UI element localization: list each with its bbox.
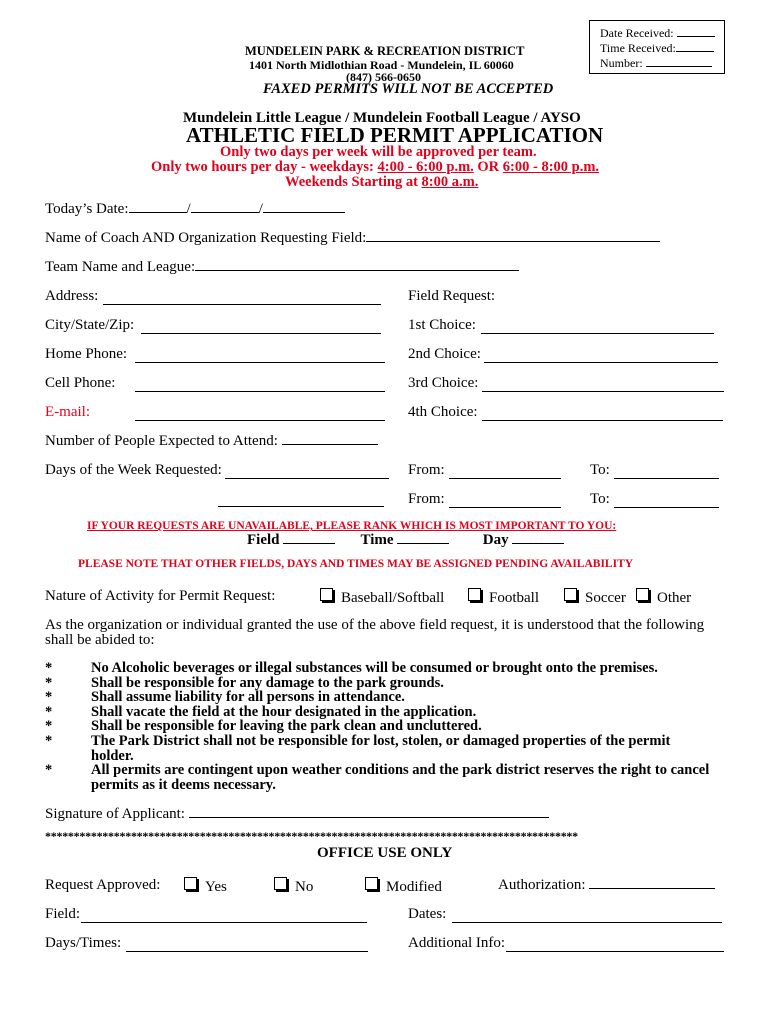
divider: ********************************************************************************************* xyxy=(45,829,578,843)
coach-org-row xyxy=(45,230,660,247)
cell-phone-label: Cell Phone: xyxy=(45,375,116,391)
rank-time-label: Time xyxy=(360,532,394,548)
signature-row xyxy=(45,806,549,823)
time-received-field[interactable] xyxy=(676,51,714,52)
number-field[interactable] xyxy=(646,66,712,67)
faxed-warning: FAXED PERMITS WILL NOT BE ACCEPTED xyxy=(263,81,554,97)
cell-phone-field[interactable] xyxy=(135,375,385,392)
from-field-2[interactable] xyxy=(449,491,561,508)
ranking-notice: IF YOUR REQUESTS ARE UNAVAILABLE, PLEASE RANK WHICH IS MOST IMPORTANT TO YOU: xyxy=(87,520,617,532)
list-item: * All permits are contingent upon weather conditions and the park district reserves the right to cancel permits as it deems necessary. xyxy=(45,762,710,793)
home-phone-field[interactable] xyxy=(135,346,385,363)
choice3-field[interactable] xyxy=(482,375,724,392)
rule-weekends: Weekends Starting at 8:00 a.m. xyxy=(285,174,479,190)
days-requested-field-1[interactable] xyxy=(225,462,389,479)
authorization-label: Authorization: xyxy=(498,877,586,893)
leagues-line: Mundelein Little League / Mundelein Football League / AYSO xyxy=(183,110,581,126)
rank-day-label: Day xyxy=(482,532,509,548)
rank-field-input[interactable] xyxy=(283,543,335,544)
date-received-label: Date Received: xyxy=(600,26,674,40)
signature-field[interactable] xyxy=(189,817,549,818)
rules-list xyxy=(45,661,711,792)
office-use-title: OFFICE USE ONLY xyxy=(317,845,453,861)
home-phone-label: Home Phone: xyxy=(45,346,128,362)
list-item: * No Alcoholic beverages or illegal substances will be consumed or brought onto the premises. xyxy=(45,660,658,676)
coach-org-field[interactable] xyxy=(366,241,660,242)
checkbox-icon[interactable] xyxy=(320,588,333,601)
checkbox-icon[interactable] xyxy=(274,877,287,890)
rank-time-input[interactable] xyxy=(397,543,449,544)
approved-yes[interactable]: Yes xyxy=(184,877,227,896)
checkbox-icon[interactable] xyxy=(468,588,481,601)
time-received-label: Time Received: xyxy=(600,41,676,55)
pending-note: PLEASE NOTE THAT OTHER FIELDS, DAYS AND TIMES MAY BE ASSIGNED PENDING AVAILABILITY xyxy=(78,558,634,570)
choice3-label: 3rd Choice: xyxy=(408,375,479,391)
office-field-label: Field: xyxy=(45,906,81,922)
todays-date-label: Today’s Date: xyxy=(45,201,129,217)
rule-two-days: Only two days per week will be approved per team. xyxy=(220,144,537,160)
choice4-field[interactable] xyxy=(482,404,723,421)
days-requested-label: Days of the Week Requested: xyxy=(45,462,222,478)
activity-other[interactable]: Other xyxy=(636,588,691,607)
choice4-label: 4th Choice: xyxy=(408,404,478,420)
choice1-label: 1st Choice: xyxy=(408,317,476,333)
city-state-zip-field[interactable] xyxy=(141,317,381,334)
people-expected-field[interactable] xyxy=(282,444,378,445)
activity-football[interactable]: Football xyxy=(468,588,539,607)
number-label: Number: xyxy=(600,56,643,70)
to-label-1: To: xyxy=(590,462,610,478)
list-item: * The Park District shall not be responsible for lost, stolen, or damaged properties of the permit holder. xyxy=(45,732,671,764)
office-dates-label: Dates: xyxy=(408,906,447,922)
choice1-field[interactable] xyxy=(481,317,714,334)
choice2-field[interactable] xyxy=(484,346,718,363)
signature-label: Signature of Applicant: xyxy=(45,806,185,822)
office-days-times-label: Days/Times: xyxy=(45,935,122,951)
org-address: 1401 North Midlothian Road - Mundelein, IL 60060 xyxy=(249,58,514,72)
to-label-2: To: xyxy=(590,491,610,507)
days-requested-field-2[interactable] xyxy=(218,490,384,507)
from-label-1: From: xyxy=(408,462,445,478)
from-field-1[interactable] xyxy=(449,462,561,479)
list-item: * Shall be responsible for leaving the park clean and uncluttered. xyxy=(45,718,482,735)
address-label: Address: xyxy=(45,288,99,304)
team-league-row xyxy=(45,259,519,276)
authorization-field[interactable] xyxy=(589,888,715,889)
date-year-field[interactable] xyxy=(263,212,345,213)
people-expected-label: Number of People Expected to Attend: xyxy=(45,433,278,449)
checkbox-icon[interactable] xyxy=(184,877,197,890)
email-field[interactable] xyxy=(135,404,385,421)
activity-baseball[interactable]: Baseball/Softball xyxy=(320,588,444,607)
email-label: E-mail: xyxy=(45,404,90,420)
approved-modified[interactable]: Modified xyxy=(365,877,442,896)
coach-org-label: Name of Coach AND Organization Requesting Field: xyxy=(45,230,367,246)
checkbox-icon[interactable] xyxy=(564,588,577,601)
page-title: ATHLETIC FIELD PERMIT APPLICATION xyxy=(186,123,604,147)
list-item: * Shall vacate the field at the hour designated in the application. xyxy=(45,703,477,720)
list-item: * Shall assume liability for all persons in attendance. xyxy=(45,689,405,706)
office-days-times-input[interactable] xyxy=(126,935,368,952)
org-name: MUNDELEIN PARK & RECREATION DISTRICT xyxy=(245,44,525,58)
activity-soccer[interactable]: Soccer xyxy=(564,588,626,607)
todays-date-row: Today’s Date: / / xyxy=(45,201,345,218)
approved-no[interactable]: No xyxy=(274,877,313,896)
rank-day-input[interactable] xyxy=(512,543,564,544)
team-league-label: Team Name and League: xyxy=(45,259,196,275)
list-item: * Shall be responsible for any damage to the park grounds. xyxy=(45,674,444,691)
date-received-field[interactable] xyxy=(677,36,715,37)
rank-row xyxy=(247,532,564,549)
rank-field-label: Field xyxy=(247,532,280,548)
office-additional-info-label: Additional Info: xyxy=(408,935,506,951)
authorization-row xyxy=(498,877,715,894)
office-dates-input[interactable] xyxy=(452,906,722,923)
team-league-field[interactable] xyxy=(195,270,519,271)
agreement-intro: As the organization or individual granted the use of the above field request, it is understood that the following shall be abided to: xyxy=(45,617,705,648)
org-phone: (847) 566-0650 xyxy=(346,70,421,84)
checkbox-icon[interactable] xyxy=(636,588,649,601)
office-additional-info-input[interactable] xyxy=(506,935,724,952)
to-field-1[interactable] xyxy=(614,462,719,479)
activity-label: Nature of Activity for Permit Request: xyxy=(45,588,276,604)
city-state-zip-label: City/State/Zip: xyxy=(45,317,135,333)
office-receipt-box xyxy=(589,20,725,74)
checkbox-icon[interactable] xyxy=(365,877,378,890)
people-expected-row xyxy=(45,433,378,450)
request-approved-label: Request Approved: xyxy=(45,877,161,893)
from-label-2: From: xyxy=(408,491,445,507)
field-request-label: Field Request: xyxy=(408,288,496,304)
office-field-input[interactable] xyxy=(81,906,367,923)
date-month-field[interactable] xyxy=(129,212,187,213)
to-field-2[interactable] xyxy=(614,491,719,508)
address-field[interactable] xyxy=(103,288,381,305)
choice2-label: 2nd Choice: xyxy=(408,346,481,362)
date-day-field[interactable] xyxy=(191,212,259,213)
rule-two-hours: Only two hours per day - weekdays: 4:00 - 6:00 p.m. OR 6:00 - 8:00 p.m. xyxy=(151,159,600,175)
